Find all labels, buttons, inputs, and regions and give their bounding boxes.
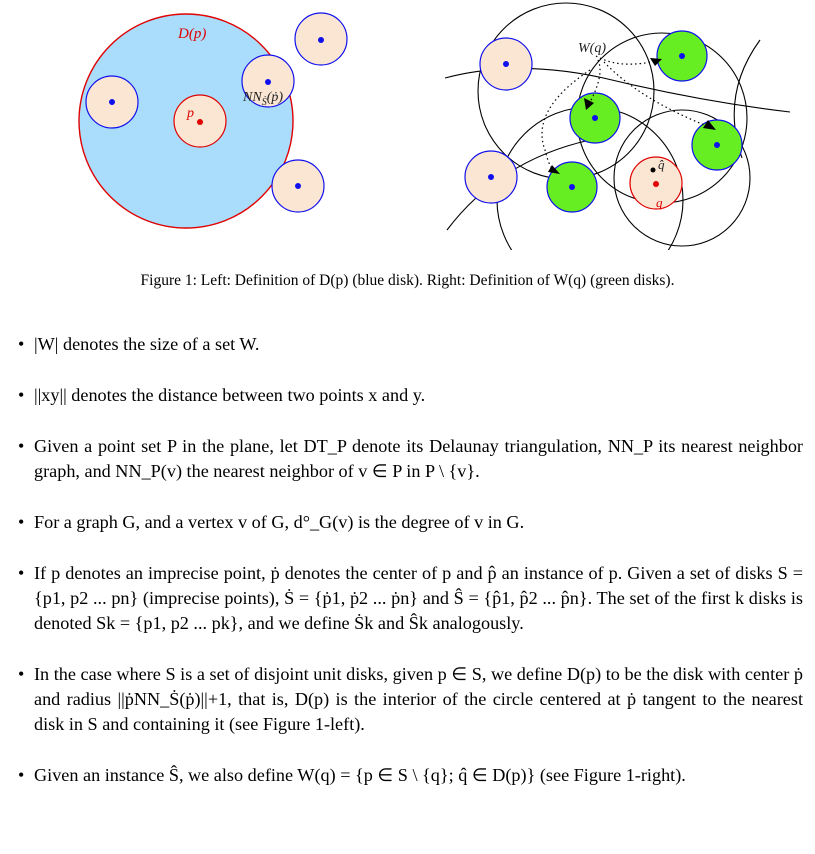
label-p: p — [187, 106, 194, 121]
list-item: • ||xy|| denotes the distance between two points x and y. — [18, 383, 803, 408]
definition-list — [18, 332, 803, 814]
figure-1 — [0, 0, 815, 250]
list-item: • Given an instance Ŝ, we also define W(q) = {p ∈ S \ {q}; q̂ ∈ D(p)} (see Figure 1-right). — [18, 763, 803, 788]
list-item: • Given a point set P in the plane, let DT_P denote its Delaunay triangulation, NN_P its nearest neighbor graph, and NN_P(v) the nearest neighbor of v ∈ P in P \ {v}. — [18, 434, 803, 484]
list-item: • For a graph G, and a vertex v of G, d°_G(v) is the degree of v in G. — [18, 510, 803, 535]
list-item: • In the case where S is a set of disjoint unit disks, given p ∈ S, we define D(p) to be the disk with center ṗ and radius ||ṗNN_Ṡ(ṗ)||+1, that is, D(p) is the interior of the circle centered at ṗ tangent to the nearest disk in S and containing it (see Figure 1-left). — [18, 662, 803, 737]
center-p — [197, 119, 203, 125]
instance-q-hat — [651, 168, 656, 173]
figure-caption: Figure 1: Left: Definition of D(p) (blue disk). Right: Definition of W(q) (green disks). — [140, 272, 675, 289]
list-item: • |W| denotes the size of a set W. — [18, 332, 803, 357]
label-NN: $NN_Ṡ(ṗ)$ — [243, 90, 284, 108]
list-item: • If p denotes an imprecise point, ṗ denotes the center of p and p̂ an instance of p. Given a set of disks S = {p1, p2 ... pn} (imprecise points), Ṡ = {ṗ1, ṗ2 ... ṗn} and Ŝ = {p̂1, p̂2 ... p̂n}. The set of the first k disks is denoted Sk = {p1, p2 ... pk}, and we define Ṡk and Ŝk analogously. — [18, 561, 803, 636]
figure-left — [79, 13, 347, 228]
center-q — [653, 181, 659, 187]
label-q-hat: q̂ — [658, 157, 665, 172]
figure-right — [445, 3, 790, 250]
label-Wq: W(q) — [578, 41, 606, 56]
label-Dp: D(p) — [178, 26, 207, 42]
label-q: q — [656, 195, 663, 210]
